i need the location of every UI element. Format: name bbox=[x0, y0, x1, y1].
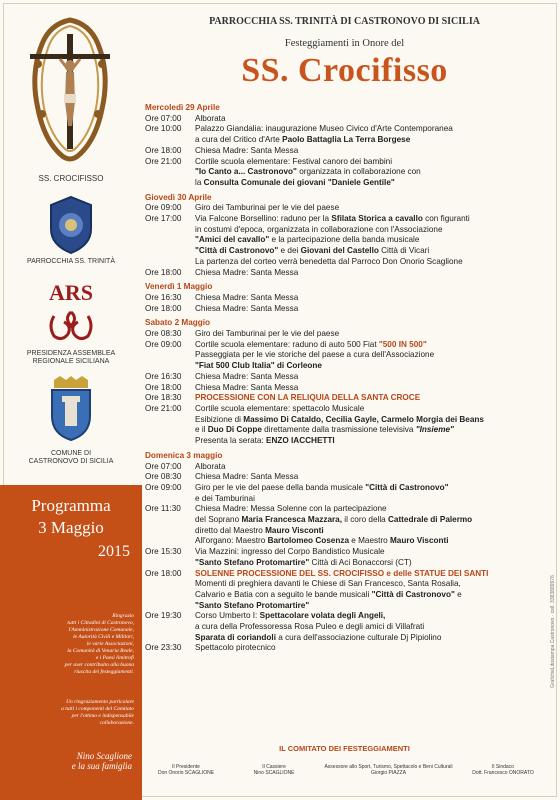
list-item: Ore 21:00 Cortile scuola elementare: Festival canoro dei bambini "Io Canto a... Castronovo" organizzata in collaborazione con la Consulta Comunale dei giovani "Daniele Gentile" bbox=[145, 156, 421, 187]
parish-caption: PARROCCHIA SS. TRINITÀ bbox=[26, 258, 116, 265]
list-item: Ore 18:00 Chiesa Madre: Santa Messa bbox=[145, 267, 299, 277]
signatory: Il Sindaco Dott. Francesco ONORATO bbox=[472, 764, 534, 776]
programma-year: 2015 bbox=[98, 543, 130, 560]
list-item: Ore 18:00 SOLENNE PROCESSIONE DEL SS. CROCIFISSO e delle STATUE DEI SANTI Momenti di preghiera davanti le Chiese di San Francesco, Santa Rosalia, Calvario e Batia con a seguito le bande musicali "Città di Castronovo" e "Santo Stefano Protomartire" bbox=[145, 568, 489, 610]
day-heading: Venerdì 1 Maggio bbox=[145, 282, 213, 292]
list-item: Ore 18:00 Chiesa Madre: Santa Messa bbox=[145, 303, 299, 313]
schedule bbox=[145, 103, 545, 654]
list-item: Ore 17:00 Via Falcone Borsellino: raduno per la Sfilata Storica a cavallo con figuranti in costumi d'epoca, organizzata in collaborazione con l'Associazione "Amici del cavallo" e la partecipazione della banda musicale "Città di Castronovo" e dei Giovani del Castello Città di Vicari La partenza del corteo verrà benedetta dal Parroco Don Onorio Scaglione bbox=[145, 214, 470, 266]
comune-crest-icon bbox=[48, 376, 94, 442]
list-item: Ore 16:30 Chiesa Madre: Santa Messa bbox=[145, 371, 299, 381]
parish-emblem-icon bbox=[45, 195, 97, 255]
list-item: Ore 15:30 Via Mazzini: ingresso del Corpo Bandistico Musicale "Santo Stefano Protomartire" Città di Aci Bonaccorsi (CT) bbox=[145, 547, 412, 567]
list-item: Ore 07:00 Alborata bbox=[145, 113, 226, 123]
thanks-text: Ringrazio tutti i Cittadini di Castronovo, l'Amministrazione Comunale, le Autorità Civili e Militari, le varie Associazioni, la Comunità di Venaria Reale, e i Paesi limitrofi per aver contribuito alla buona riuscita dei festeggiamenti. bbox=[64, 613, 134, 675]
page-title: SS. Crocifisso bbox=[241, 52, 448, 89]
list-item: Ore 18:00 Chiesa Madre: Santa Messa bbox=[145, 145, 299, 155]
programma-date: 3 Maggio bbox=[38, 518, 104, 537]
signatory: Assessore allo Sport, Turismo, Spettacolo e Beni Culturali Giorgio PIAZZA bbox=[324, 764, 453, 776]
parish-heading: PARROCCHIA SS. TRINITÀ DI CASTRONOVO DI SICILIA bbox=[209, 16, 480, 27]
signature: Nino Scaglione e la sua famiglia bbox=[71, 751, 132, 771]
list-item: Ore 08:30 Chiesa Madre: Santa Messa bbox=[145, 472, 299, 482]
committee-thanks-text: Un ringraziamento particolare a tutti i componenti del Comitato per l'ottimo e indispensabile collaborazione. bbox=[61, 699, 134, 726]
day-heading: Giovedì 30 Aprile bbox=[145, 192, 212, 202]
list-item: Ore 11:30 Chiesa Madre: Messa Solenne con la partecipazione del Soprano Maria Francesca Mazzara, il coro della Cattedrale di Palermo diretto dal Maestro Mauro Visconti All'organo: Maestro Bartolomeo Cosenza e Maestro Mauro Visconti bbox=[145, 504, 473, 546]
printer-credit: GraficheLitostampa Castronovo · cell. 3383889976 bbox=[550, 575, 556, 688]
list-item: Ore 08:30 Giro dei Tamburinai per le vie del paese bbox=[145, 329, 340, 339]
list-item: Ore 07:00 Alborata bbox=[145, 461, 226, 471]
sidebar bbox=[0, 0, 142, 800]
list-item: Ore 09:00 Giro dei Tamburinai per le vie del paese bbox=[145, 203, 340, 213]
ars-caption-line-2: REGIONALE SICILIANA bbox=[32, 358, 110, 365]
signatory: Il Cassiere Nino SCAGLIONE bbox=[253, 764, 295, 776]
day-heading: Domenica 3 maggio bbox=[145, 450, 223, 460]
crucifix-icon bbox=[20, 14, 120, 169]
programma-label: Programma bbox=[31, 496, 111, 515]
list-item: Ore 18:00 Chiesa Madre: Santa Messa bbox=[145, 382, 299, 392]
list-item: Ore 23:30 Spettacolo pirotecnico bbox=[145, 643, 276, 653]
committee-heading: IL COMITATO DEI FESTEGGIAMENTI bbox=[279, 744, 410, 753]
day-heading: Sabato 2 Maggio bbox=[145, 318, 211, 328]
ars-logo: ARS bbox=[48, 280, 93, 305]
crocifisso-caption: SS. CROCIFISSO bbox=[38, 174, 104, 183]
list-item: Ore 21:00 Cortile scuola elementare: spettacolo Musicale Esibizione di Massimo Di Cataldo, Cecilia Gayle, Carmelo Morgia dei Beans e il Duo Di Coppe direttamente dalla trasmissione televisiva "Insieme" Presenta la serata: ENZO IACCHETTI bbox=[145, 403, 484, 446]
list-item: Ore 18:30 PROCESSIONE CON LA RELIQUIA DELLA SANTA CROCE bbox=[145, 393, 421, 403]
comune-caption-line-2: CASTRONOVO DI SICILIA bbox=[28, 458, 114, 465]
list-item: Ore 19:30 Corso Umberto I: Spettacolare volata degli Angeli, a cura della Professoressa Rosa Puleo e degli amici di Villafrati Sparata di coriandoli a cura dell'associazione culturale Dj Pipiolino bbox=[145, 611, 442, 642]
signatory: Il Presidente Don Onorio SCAGLIONE bbox=[157, 764, 215, 776]
day-heading: Mercoledì 29 Aprile bbox=[145, 103, 220, 112]
ars-caption-line-1: PRESIDENZA ASSEMBLEA bbox=[26, 350, 116, 357]
programma-panel bbox=[0, 485, 142, 800]
ars-emblem-icon bbox=[46, 308, 96, 346]
crucifix-image bbox=[20, 14, 120, 169]
signatories bbox=[142, 764, 547, 776]
subtitle: Festeggiamenti in Onore del bbox=[284, 38, 405, 49]
list-item: Ore 10:00 Palazzo Giandalia: inaugurazione Museo Civico d'Arte Contemporanea a cura del Critico d'Arte Paolo Battaglia La Terra Borgese bbox=[145, 124, 453, 145]
list-item: Ore 16:30 Chiesa Madre: Santa Messa bbox=[145, 292, 299, 302]
main-content bbox=[142, 0, 547, 800]
list-item: Ore 09:00 Cortile scuola elementare: raduno di auto 500 Fiat "500 IN 500" Passeggiata per le vie storiche del paese a cura dell'Associazione "Fiat 500 Club Italia" di Corleone bbox=[145, 339, 435, 371]
comune-caption-line-1: COMUNE DI bbox=[50, 450, 92, 457]
list-item: Ore 09:00 Giro per le vie del paese della banda musicale "Città di Castronovo" e dei Tamburinai bbox=[145, 482, 449, 503]
